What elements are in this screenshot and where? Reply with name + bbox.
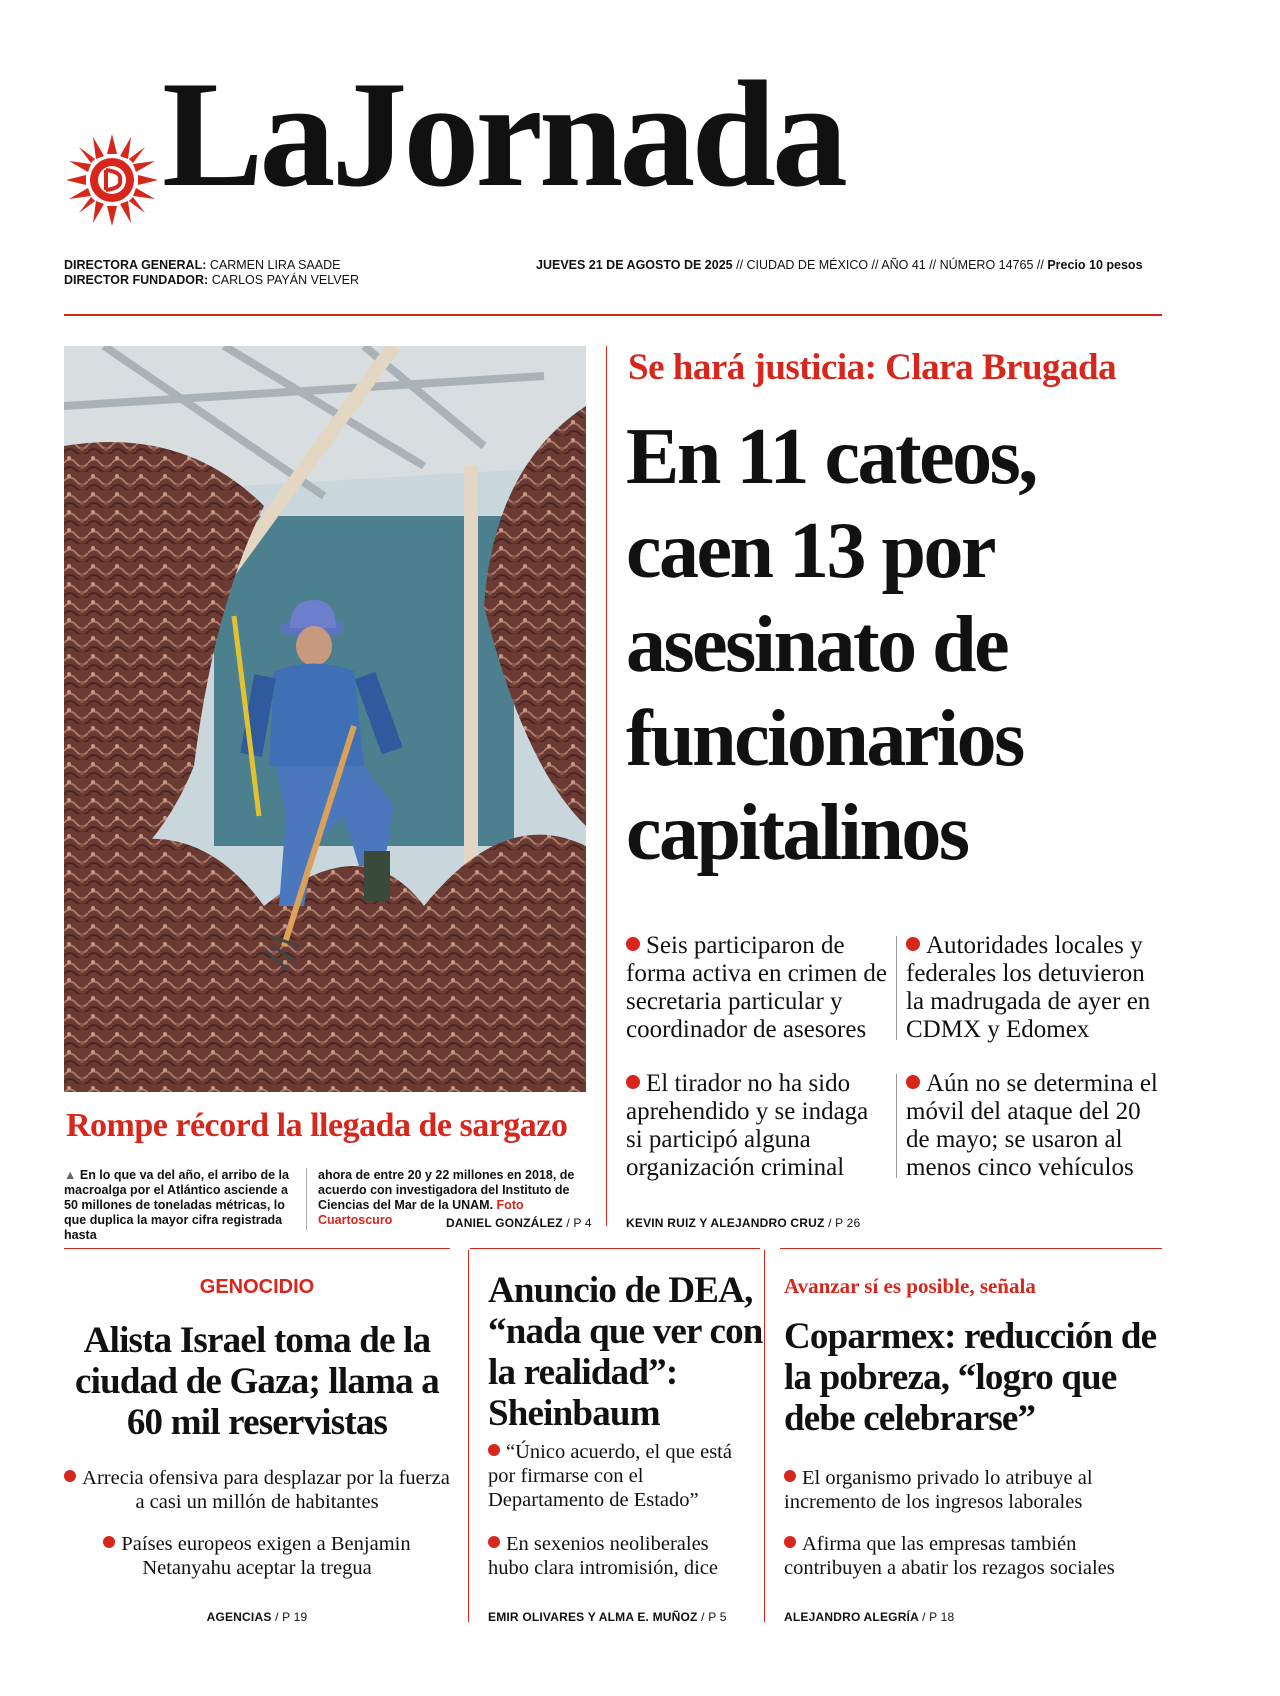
photo-story-headline[interactable]: Rompe récord la llegada de sargazo	[66, 1107, 568, 1144]
main-bullet-3	[626, 1070, 890, 1182]
bullet-dot-icon	[64, 1470, 76, 1482]
lower-divider-left	[64, 1248, 450, 1249]
bullet-dot-icon	[784, 1470, 796, 1482]
coparmex-page-ref: / P 18	[922, 1610, 955, 1624]
photo-credit: Foto Cuartoscuro	[318, 1198, 524, 1227]
photo-caption-left-text: En lo que va del año, el arribo de la macroalga por el Atlántico asciende a 50 millones de toneladas métricas, lo que duplica la mayor cifra registrada hasta	[64, 1168, 289, 1242]
lower-column-divider-1	[468, 1250, 469, 1622]
gaza-author: AGENCIAS	[206, 1610, 272, 1624]
coparmex-byline	[784, 1610, 954, 1624]
fundador-name: CARLOS PAYÁN VELVER	[211, 273, 359, 287]
coparmex-bullet-2-text: Afirma que las empresas también contribuyen a abatir los rezagos sociales	[784, 1533, 1115, 1579]
bullet-dot-icon	[626, 937, 640, 951]
gaza-kicker[interactable]: GENOCIDIO	[199, 1276, 315, 1298]
masthead-divider	[64, 314, 1162, 316]
caption-divider	[306, 1168, 307, 1230]
bullet-dot-icon	[488, 1536, 500, 1548]
directora-line	[64, 258, 340, 273]
gaza-bullet-2-text: Países europeos exigen a Benjamin Netanyahu aceptar la tregua	[121, 1533, 411, 1579]
coparmex-kicker[interactable]: Avanzar sí es posible, señala	[784, 1274, 1036, 1298]
bullet-dot-icon	[784, 1536, 796, 1548]
photographer-byline	[446, 1216, 592, 1230]
photo-page-ref: / P 4	[566, 1216, 592, 1230]
bullet-column-divider-2	[896, 1074, 897, 1178]
main-bullet-2	[906, 932, 1168, 1044]
sun-logo-icon	[64, 132, 160, 228]
edition-line	[536, 258, 1143, 273]
main-bullet-4	[906, 1070, 1168, 1182]
fundador-label: DIRECTOR FUNDADOR:	[64, 273, 209, 287]
caret-up-icon: ▲	[64, 1168, 77, 1182]
lower-divider-right	[780, 1248, 1162, 1249]
gaza-page-ref: / P 19	[275, 1610, 308, 1624]
gaza-bullet-2	[64, 1532, 450, 1580]
main-bullet-2-text: Autoridades locales y federales los detuvieron la madrugada de ayer en CDMX y Edomex	[906, 932, 1151, 1043]
main-bullet-1	[626, 932, 890, 1044]
photo-caption-left	[64, 1168, 296, 1243]
dea-byline	[488, 1610, 727, 1624]
coparmex-bullet-1	[784, 1466, 1164, 1514]
main-story-divider	[606, 346, 607, 1226]
directora-label: DIRECTORA GENERAL:	[64, 258, 207, 272]
bullet-dot-icon	[103, 1536, 115, 1548]
dea-bullet-1	[488, 1440, 750, 1512]
main-story-headline[interactable]: En 11 cateos, caen 13 por asesinato de funcionarios capitalinos	[626, 413, 1036, 877]
dea-headline[interactable]: Anuncio de DEA, “nada que ver con la realidad”: Sheinbaum	[488, 1270, 763, 1434]
newspaper-logo[interactable]: LaJornada	[162, 50, 844, 218]
main-story-authors: KEVIN RUIZ Y ALEJANDRO CRUZ	[626, 1216, 825, 1230]
main-story-kicker[interactable]: Se hará justicia: Clara Brugada	[628, 347, 1117, 388]
fundador-line	[64, 273, 359, 288]
coparmex-bullet-1-text: El organismo privado lo atribuye al incremento de los ingresos laborales	[784, 1467, 1093, 1513]
coparmex-bullet-2	[784, 1532, 1164, 1580]
dea-bullet-2-text: En sexenios neoliberales hubo clara intromisión, dice	[488, 1533, 718, 1579]
coparmex-headline[interactable]: Coparmex: reducción de la pobreza, “logro que debe celebrarse”	[784, 1316, 1157, 1439]
edition-date: JUEVES 21 DE AGOSTO DE 2025	[536, 258, 733, 272]
gaza-bullet-1-text: Arrecia ofensiva para desplazar por la fuerza a casi un millón de habitantes	[82, 1467, 450, 1513]
main-bullet-3-text: El tirador no ha sido aprehendido y se indaga si participó alguna organización criminal	[626, 1070, 869, 1181]
photographer-name: DANIEL GONZÁLEZ	[446, 1216, 563, 1230]
lower-divider-center	[470, 1248, 760, 1249]
main-bullet-4-text: Aún no se determina el móvil del ataque del 20 de mayo; se usaron al menos cinco vehículos	[906, 1070, 1158, 1181]
directora-name: CARMEN LIRA SAADE	[209, 258, 341, 272]
gaza-byline	[64, 1610, 450, 1624]
bullet-column-divider	[896, 936, 897, 1040]
edition-price: Precio 10 pesos	[1047, 258, 1143, 272]
dea-bullet-2	[488, 1532, 750, 1580]
main-story-page-ref: / P 26	[828, 1216, 861, 1230]
main-bullet-1-text: Seis participaron de forma activa en crimen de secretaria particular y coordinador de asesores	[626, 932, 887, 1043]
main-story-byline	[626, 1216, 860, 1230]
coparmex-author: ALEJANDRO ALEGRÍA	[784, 1610, 919, 1624]
bullet-dot-icon	[626, 1075, 640, 1089]
edition-info: // CIUDAD DE MÉXICO // AÑO 41 // NÚMERO 14765 //	[736, 258, 1044, 272]
dea-bullet-1-text: “Único acuerdo, el que está por firmarse con el Departamento de Estado”	[488, 1441, 732, 1511]
dea-page-ref: / P 5	[701, 1610, 727, 1624]
bullet-dot-icon	[488, 1444, 500, 1456]
dea-authors: EMIR OLIVARES Y ALMA E. MUÑOZ	[488, 1610, 698, 1624]
gaza-bullet-1	[64, 1466, 450, 1514]
lower-column-divider-2	[764, 1250, 765, 1622]
sargassum-photo[interactable]	[64, 346, 586, 1092]
photo-caption-right-text: ahora de entre 20 y 22 millones en 2018, de acuerdo con investigadora del Instituto de Ciencias del Mar de la UNAM.	[318, 1168, 575, 1212]
bullet-dot-icon	[906, 1075, 920, 1089]
gaza-headline[interactable]: Alista Israel toma de la ciudad de Gaza; llama a 60 mil reservistas	[75, 1320, 439, 1443]
bullet-dot-icon	[906, 937, 920, 951]
